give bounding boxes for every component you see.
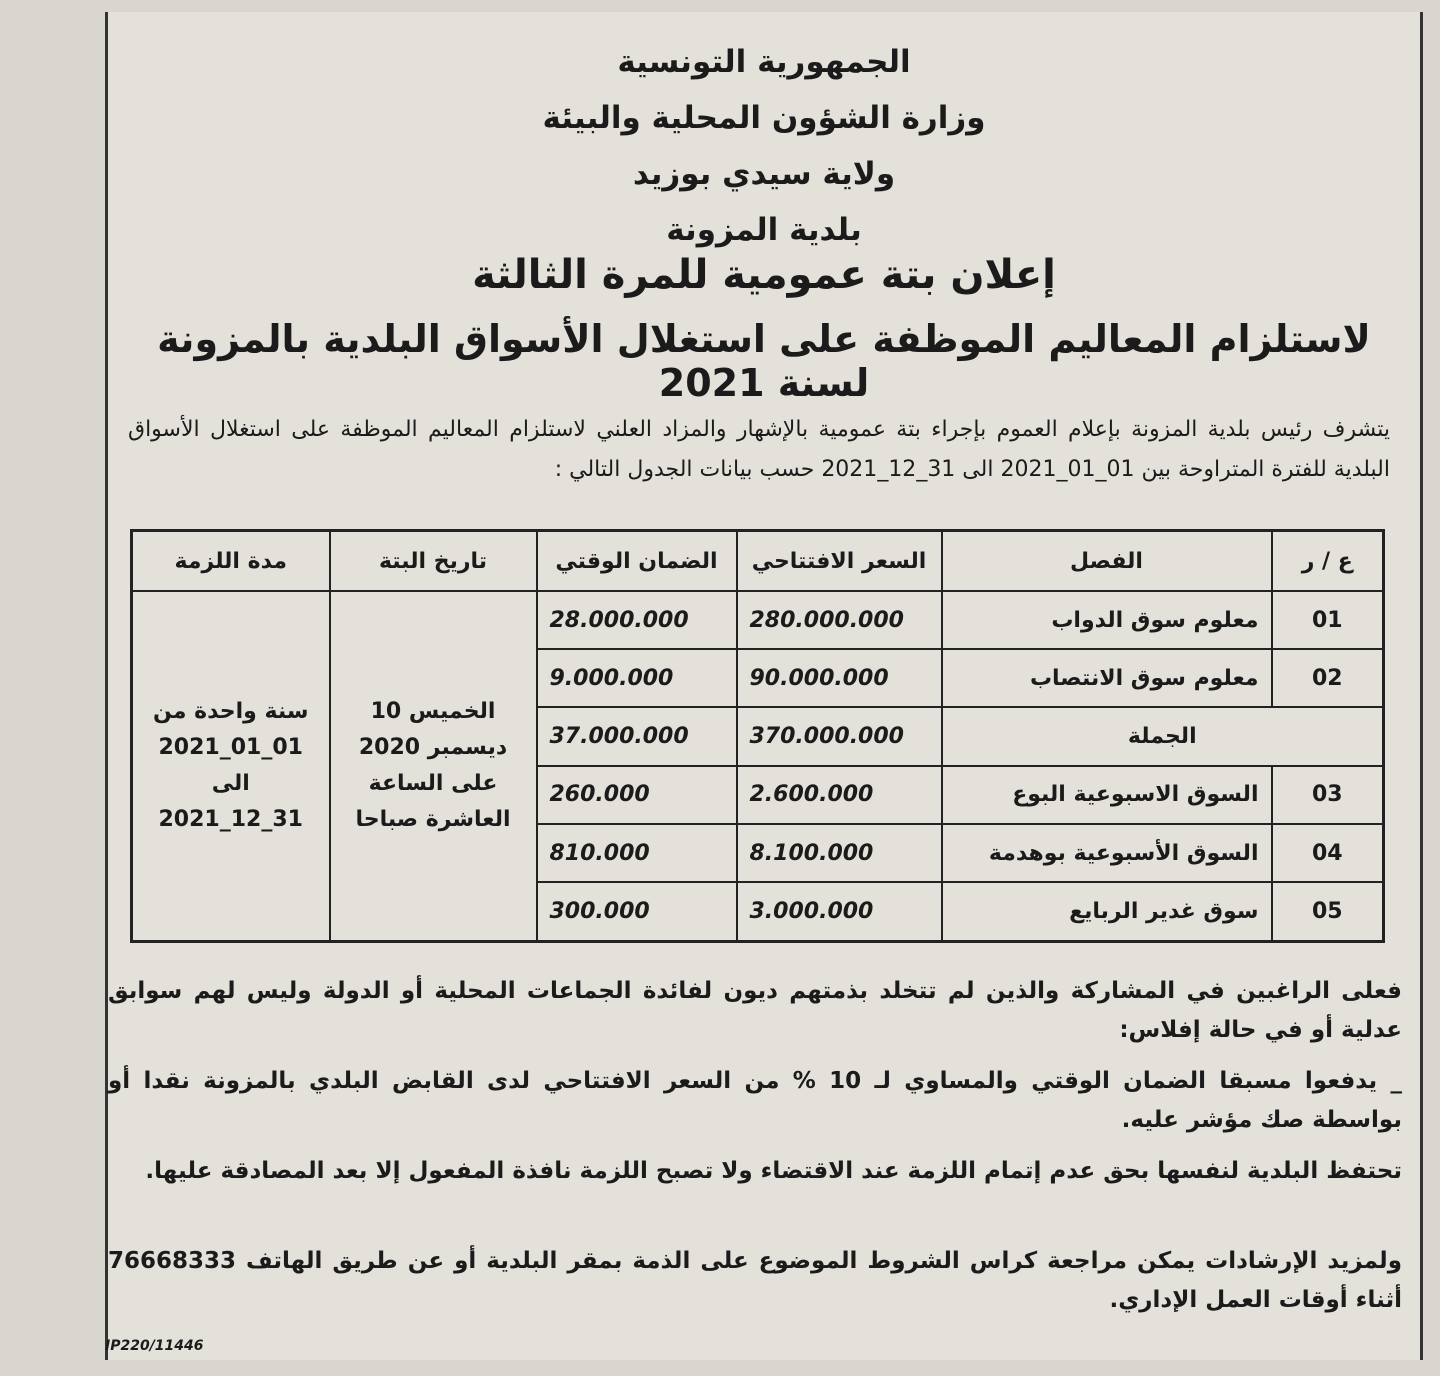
- header-num: ع / ر: [1272, 531, 1384, 592]
- concession-duration: سنة واحدة من 01_01_2021 الى 31_12_2021: [132, 591, 330, 942]
- total-label: الجملة: [942, 707, 1384, 765]
- row-num: 04: [1272, 824, 1384, 882]
- row-price: 8.100.000: [737, 824, 942, 882]
- announcement-title: إعلان بتة عمومية للمرة الثالثة: [472, 252, 1056, 298]
- header-date: تاريخ البتة: [330, 531, 537, 592]
- header-price: السعر الافتتاحي: [737, 531, 942, 592]
- row-price: 2.600.000: [737, 766, 942, 824]
- row-guarantee: 9.000.000: [537, 649, 737, 707]
- country-name: الجمهورية التونسية: [617, 44, 911, 80]
- total-price: 370.000.000: [737, 707, 942, 765]
- row-num: 03: [1272, 766, 1384, 824]
- row-guarantee: 810.000: [537, 824, 737, 882]
- row-price: 280.000.000: [737, 591, 942, 649]
- header-guarantee: الضمان الوقتي: [537, 531, 737, 592]
- municipality-name: بلدية المزونة: [666, 212, 862, 248]
- intro-paragraph: يتشرف رئيس بلدية المزونة بإعلام العموم بإجراء بتة عمومية بالإشهار والمزاد العلني لاستلزام المعاليم الموظفة على استغلال الأسواق البلدية للفترة المتراوحة بين 01_01_2021 الى 31_12_2021 حسب بيانات الجدول التالي :: [128, 417, 1390, 482]
- markets-table: [130, 529, 1385, 943]
- row-price: 90.000.000: [737, 649, 942, 707]
- reference-code: IP220/11446: [105, 1338, 204, 1354]
- row-guarantee: 260.000: [537, 766, 737, 824]
- row-item: معلوم سوق الدواب: [942, 591, 1272, 649]
- row-price: 3.000.000: [737, 882, 942, 941]
- auction-date: الخميس 10 ديسمبر 2020 على الساعة العاشرة صباحا: [330, 591, 537, 942]
- letterhead: [108, 34, 1420, 258]
- header-duration: مدة اللزمة: [132, 531, 330, 592]
- row-guarantee: 300.000: [537, 882, 737, 941]
- row-guarantee: 28.000.000: [537, 591, 737, 649]
- ministry-name: وزارة الشؤون المحلية والبيئة: [542, 100, 986, 136]
- row-item: السوق الاسبوعية البوع: [942, 766, 1272, 824]
- row-num: 01: [1272, 591, 1384, 649]
- eligibility-paragraph: فعلى الراغبين في المشاركة والذين لم تتخلد بذمتهم ديون لفائدة الجماعات المحلية أو الدولة وليس لهم سوابق عدلية أو في حالة إفلاس:: [108, 978, 1402, 1043]
- announcement-subtitle: لاستلزام المعاليم الموظفة على استغلال الأسواق البلدية بالمزونة لسنة 2021: [157, 317, 1371, 405]
- reservation-paragraph: تحتفظ البلدية لنفسها بحق عدم إتمام اللزمة عند الاقتضاء ولا تصبح اللزمة نافذة المفعول إلا بعد المصادقة عليها.: [145, 1158, 1402, 1184]
- row-item: معلوم سوق الانتصاب: [942, 649, 1272, 707]
- row-num: 05: [1272, 882, 1384, 941]
- row-num: 02: [1272, 649, 1384, 707]
- announcement-frame: [105, 12, 1423, 1360]
- total-guarantee: 37.000.000: [537, 707, 737, 765]
- table-header-row: [132, 531, 1384, 592]
- header-item: الفصل: [942, 531, 1272, 592]
- row-item: سوق غدير الربايع: [942, 882, 1272, 941]
- guarantee-paragraph: _ يدفعوا مسبقا الضمان الوقتي والمساوي لـ 10 % من السعر الافتتاحي لدى القابض البلدي بالمزونة نقدا أو بواسطة صك مؤشر عليه.: [108, 1068, 1402, 1133]
- row-item: السوق الأسبوعية بوهدمة: [942, 824, 1272, 882]
- governorate-name: ولاية سيدي بوزيد: [632, 156, 896, 192]
- table-row: [132, 591, 1384, 649]
- contact-paragraph: ولمزيد الإرشادات يمكن مراجعة كراس الشروط الموضوع على الذمة بمقر البلدية أو عن طريق الهاتف 76668333 أثناء أوقات العمل الإداري.: [108, 1248, 1402, 1313]
